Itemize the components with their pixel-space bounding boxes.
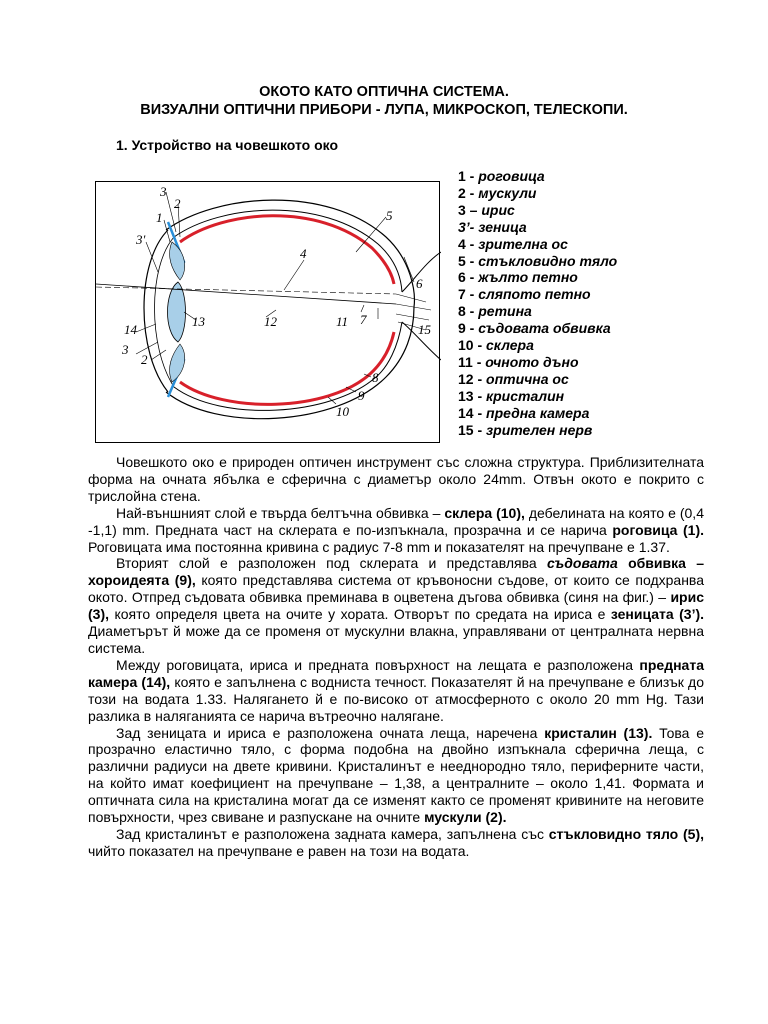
legend-item: 14 - предна камера	[458, 404, 590, 421]
label-4: 4	[300, 246, 307, 261]
label-2-bottom: 2	[141, 352, 148, 367]
retina-upper	[180, 216, 394, 284]
lens	[168, 282, 186, 342]
body-text	[88, 454, 704, 860]
legend-item: 12 - оптична ос	[458, 370, 569, 387]
paragraph-4: Между роговицата, ириса и предната повърхност на лещата е разположена предната камера (14), която е запълнена с водниста течност. Показателят й на пречупване е близък до този на водата 1.33. Налягането й е по-високо от атмосферното с около 20 mm Hg. Тази разлика в наляганията се нарича вътреочно налягане.	[88, 656, 705, 724]
sclera-outline	[166, 200, 414, 419]
label-1: 1	[156, 210, 163, 225]
legend-item: 8 - ретина	[458, 303, 532, 320]
legend-item: 4 - зрителна ос	[458, 235, 568, 252]
label-7: 7	[360, 312, 367, 327]
label-5: 5	[386, 208, 393, 223]
optical-axis	[96, 284, 396, 304]
label-3-prime: 3'	[136, 232, 146, 247]
legend-item: 9 - съдовата обвивка	[458, 320, 611, 337]
paragraph-2: Най-външният слой е твърда белтъчна обвивка – склера (10), дебелината на която е (0,4 -1,1) mm. Предната част на склерата е по-изпъкнала, прозрачна и се нарича роговица (1). Роговицата има постоянна кривина с радиус 7-8 mm и показателят на пречупване е 1.37.	[88, 504, 704, 555]
visual-axis	[96, 287, 396, 294]
legend-item: 1 - роговица	[458, 168, 545, 184]
section-heading: 1. Устройство на човешкото око	[116, 137, 339, 153]
label-3-bottom: 3	[122, 342, 129, 357]
legend-item: 6 - жълто петно	[458, 269, 578, 286]
ciliary-upper	[170, 242, 185, 280]
label-6: 6	[416, 276, 423, 291]
paragraph-6: Зад кристалинът е разположена задната камера, запълнена със стъкловидно тяло (5), чийто показател на пречупване е равен на този на водата.	[88, 825, 704, 859]
label-8: 8	[372, 370, 379, 385]
paragraph-5: Зад зеницата и ириса е разположена очната леща, наречена кристалин (13). Това е прозрачно еластично тяло, с форма подобна на двойно изпъкнала сферична леща, с различни радиуси на двете кривини. Кристалинът е нееднородно тяло, периферните части, на който имат коефициент на пречупване – 1,38, а централните – около 1,41. Формата и оптичната сила на кристалина могат да се изменят както се променят кривините на неговите повърхности, чрез свиване и разпускане на очните мускули (2).	[88, 724, 704, 826]
legend-item: 7 - сляпото петно	[458, 286, 591, 303]
legend-item: 3’- зеница	[458, 218, 527, 235]
paragraph-3: Вторият слой е разположен под склерата и представлява съдовата обвивка – хороидеята (9), която представлява система от кръвоносни съдове, от които се подхранва окото. Отпред съдовата обвивка преминава в оцветена дъгова обвивка (синя на фиг.) – ирис (3), която определя цвета на очите у хората. Отворът по средата на ириса е зеницата (3’). Диаметърът й може да се променя от мускулни влакна, управлявани от централната нервна система.	[88, 555, 705, 656]
legend-item: 10 - склера	[458, 337, 534, 354]
legend-item: 15 - зрителен нерв	[458, 421, 593, 438]
label-3-top: 3	[160, 184, 167, 199]
label-2-top: 2	[174, 196, 181, 211]
ciliary-lower	[170, 344, 185, 382]
label-14: 14	[124, 322, 137, 337]
title-line-1: ОКОТО КАТО ОПТИЧНА СИСТЕМА.	[259, 84, 509, 100]
label-13: 13	[192, 314, 205, 329]
label-9: 9	[358, 388, 365, 403]
paragraph-1: Човешкото око е природен оптичен инструмент със сложна структура. Приблизителната форма на очната ябълка е сферична с диаметър около 24mm. Отвън окото е покрито с трислойна стена.	[88, 454, 704, 504]
legend-item: 5 - стъкловидно тяло	[458, 252, 618, 269]
legend	[458, 168, 758, 439]
label-11: 11	[336, 314, 349, 329]
eye-diagram-svg	[96, 182, 441, 444]
title-line-2: ВИЗУАЛНИ ОПТИЧНИ ПРИБОРИ - ЛУПА, МИКРОСКОП, ТЕЛЕСКОПИ.	[140, 102, 628, 118]
legend-item: 2 - мускули	[458, 184, 537, 201]
legend-item: 13 - кристалин	[458, 387, 565, 404]
eye-diagram	[95, 181, 440, 443]
label-15: 15	[418, 322, 431, 337]
label-12: 12	[264, 314, 277, 329]
legend-item: 3 – ирис	[458, 201, 515, 218]
legend-item: 11 - очното дъно	[458, 353, 579, 370]
choroid-outline	[174, 210, 402, 292]
label-10: 10	[336, 404, 349, 419]
